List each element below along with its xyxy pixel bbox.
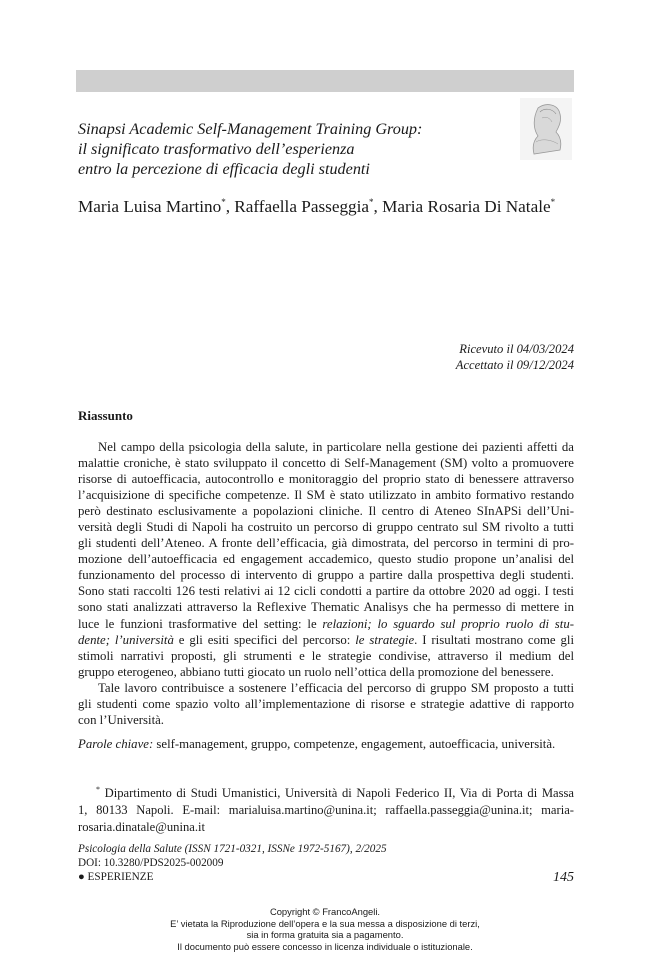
affiliation-footnote <box>78 781 574 836</box>
submission-dates <box>456 341 574 373</box>
abstract-line <box>78 599 574 615</box>
abstract-line <box>78 632 574 648</box>
abstract-text-run: l’acquisizione di specifiche competenze. Il SM è stato utilizzato in ambito formativo restando <box>78 488 574 503</box>
abstract-line <box>78 616 574 632</box>
footnote-text: Dipartimento di Studi Umanistici, Università di Napoli Federico II, Via di Porta di Massa <box>100 786 574 800</box>
footnote-line: rosaria.dinatale@unina.it <box>78 820 205 834</box>
abstract-line <box>78 471 574 487</box>
abstract-text-run: . I risultati mostrano come gli <box>414 632 575 647</box>
abstract-line <box>78 680 574 696</box>
abstract-text-run: e gli esiti specifici del percorso: <box>173 632 356 647</box>
accepted-date: Accettato il 09/12/2024 <box>455 358 574 372</box>
page-number: 145 <box>553 870 574 885</box>
abstract-italic-run: dente; l’università <box>78 632 174 647</box>
journal-citation: Psicologia della Salute (ISSN 1721-0321, ISSNe 1972-5167), 2/2025 <box>78 843 387 855</box>
abstract-text-run: versità degli Studi di Napoli ha costruito un percorso di gruppo centrato sul SM rivolto a tutti <box>78 520 574 535</box>
author-footnote-mark: * <box>550 197 556 207</box>
section-heading: Riassunto <box>78 408 133 423</box>
author-list <box>78 197 555 217</box>
abstract-text-run: funzionamento del processo di intervento di gruppo a partire dalla prospettiva degli studenti. <box>78 568 574 583</box>
author-footnote-mark: * <box>221 197 226 207</box>
abstract-text-run: stimoli narrativi proposti, gli strumenti e le strategie condivise, attraverso il medium del <box>78 648 574 663</box>
abstract-line <box>78 583 574 599</box>
abstract-line <box>78 567 574 583</box>
footnote-line: 1, 80133 Napoli. E-mail: marialuisa.martino@unina.it; raffaella.passeggia@unina.it; maria- <box>78 803 574 817</box>
author-separator: , <box>225 197 235 216</box>
abstract-text-run: gruppo eterogeneo, abbiano tutti giocato un ruolo nell’ottica della promozione del benessere. <box>78 664 554 679</box>
abstract-text-run: Nel campo della psicologia della salute, in particolare nella gestione dei pazienti affetti da <box>98 440 574 454</box>
abstract-line <box>78 487 574 503</box>
abstract-line <box>78 712 574 728</box>
title-line: il significato trasformativo dell’esperienza <box>78 140 355 158</box>
portrait-engraving-logo <box>520 98 572 160</box>
author-name: Maria Luisa Martino <box>78 197 222 216</box>
abstract-text-run: mozione dell’autoefficacia ed engagement accademico, questo studio propone un’analisi del <box>78 552 574 567</box>
abstract-text-run: con l’Università. <box>78 712 164 727</box>
abstract-italic-run: le strategie <box>355 632 415 647</box>
abstract-text-run: sono stati analizzati attraverso la Reflexive Thematic Analisys che ha permesso di mettere in <box>78 600 574 615</box>
title-line: Sinapsi Academic Self-Management Training Group: <box>78 120 423 138</box>
keywords-label: Parole chiave: <box>78 737 154 751</box>
abstract-text-run: luce le funzioni trasformative del setting: le <box>78 616 323 631</box>
abstract-line <box>78 648 574 664</box>
abstract-line <box>78 696 574 712</box>
doi: DOI: 10.3280/PDS2025-002009 <box>78 857 224 869</box>
footnote-line <box>78 781 574 802</box>
copyright-line: sia in forma gratuita sia a pagamento. <box>246 929 404 941</box>
abstract-line <box>78 519 574 535</box>
author-footnote-mark: * <box>369 197 374 207</box>
abstract-line <box>78 551 574 567</box>
copyright-line: Copyright © FrancoAngeli. <box>269 906 381 917</box>
author-separator: , <box>373 197 383 216</box>
title-line: entro la percezione di efficacia degli studenti <box>78 160 370 178</box>
author-name: Raffaella Passeggia <box>234 197 370 216</box>
copyright-line: Il documento può essere concesso in licenza individuale o istituzionale. <box>177 940 473 952</box>
abstract-line <box>78 439 574 455</box>
abstract-body <box>78 439 574 728</box>
abstract-line <box>78 503 574 519</box>
abstract-line <box>78 535 574 551</box>
journal-info <box>78 842 387 884</box>
abstract-text-run: malattie croniche, è stato sviluppato il concetto di Self-Management (SM) volto a promuovere <box>78 456 574 471</box>
abstract-text-run: gli studenti come spazio volto all’implementazione di risorse e strategie adattive di rapporto <box>78 696 574 711</box>
abstract-text-run: Sono stati raccolti 126 testi relativi ai 12 cicli condotti a partire da ottobre 2020 ad oggi. I testi <box>78 584 574 599</box>
abstract-text-run: però destinato esclusivamente a popolazioni cliniche. Il centro di Ateneo SInAPSi dell’Uni- <box>78 504 574 519</box>
abstract-text-run: gli studenti dell’Ateneo. A fronte dell’efficacia, già dimostrata, del percorso in termini di pro- <box>78 536 574 551</box>
abstract-text-run: Tale lavoro contribuisce a sostenere l’efficacia del percorso di gruppo SM proposto a tutti <box>98 680 574 695</box>
section-tag: ● ESPERIENZE <box>78 871 154 883</box>
abstract-text-run: risorse di autoefficacia, autocontrollo e monitoraggio del proprio stato di benessere attraverso <box>78 472 574 487</box>
abstract-line <box>78 455 574 471</box>
received-date: Ricevuto il 04/03/2024 <box>459 342 574 356</box>
header-bar <box>76 70 574 92</box>
abstract-line <box>78 664 574 680</box>
author-name: Maria Rosaria Di Natale <box>382 197 551 216</box>
abstract-italic-run: relazioni; lo sguardo sul proprio ruolo di stu- <box>322 616 575 631</box>
keywords-text: self-management, gruppo, competenze, engagement, autoefficacia, università. <box>153 737 556 751</box>
copyright-notice <box>0 906 650 952</box>
copyright-line: E’ vietata la Riproduzione dell’opera e la sua messa a disposizione di terzi, <box>170 917 480 929</box>
keywords <box>78 737 555 752</box>
paper-title <box>78 119 508 179</box>
footnote-mark: * <box>96 785 100 794</box>
